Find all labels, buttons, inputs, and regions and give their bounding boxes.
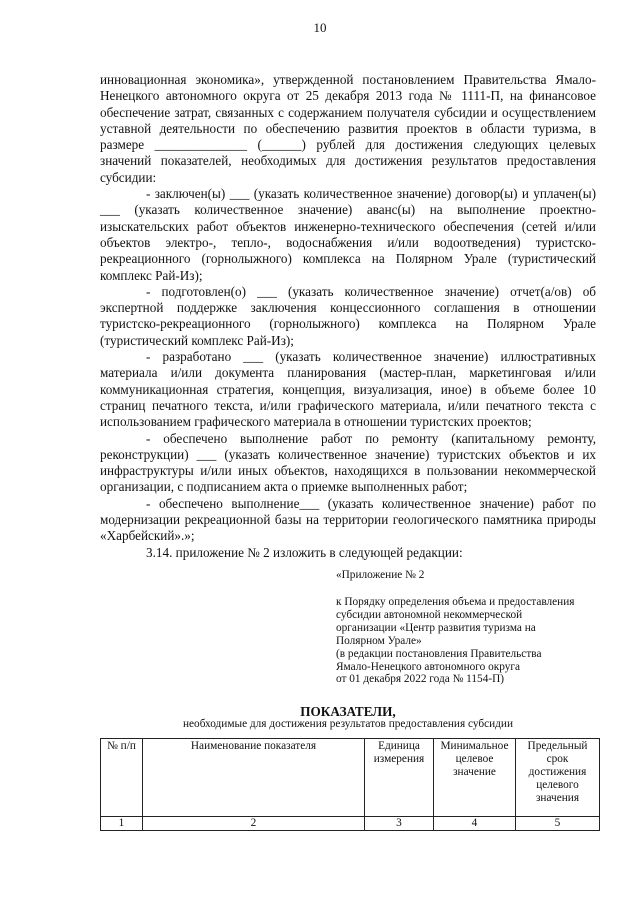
column-number: 5 <box>516 817 600 831</box>
indicators-table <box>100 738 600 831</box>
header-min-value: Минимальное целевое значение <box>434 739 516 817</box>
column-number: 1 <box>101 817 143 831</box>
paragraph-repairs: - обеспечено выполнение работ по ремонту (капитальному ремонту, реконструкции) ___ (указать количественное значение) туристских объектов и их инфраструктуры и/или иных объектов, находящихся в пользовании некоммерческой организации, с подписанием акта о приемке выполненных работ; <box>100 430 596 495</box>
table-title: ПОКАЗАТЕЛИ, <box>300 704 396 719</box>
table-subtitle: необходимые для достижения результатов предоставления субсидии <box>182 718 514 730</box>
appendix-label: «Приложение № 2 <box>336 569 425 581</box>
appendix-line: к Порядку определения объема и предоставления <box>336 596 575 608</box>
table-header-row <box>101 739 600 817</box>
document-body <box>100 72 596 561</box>
paragraph-reports: - подготовлен(о) ___ (указать количественное значение) отчет(а/ов) об экспертной поддержке заключения концессионного соглашения в отношении туристско-рекреационного (горнолыжного) комплекса на Полярном Урале (туристический комплекс Рай-Из); <box>100 283 596 348</box>
table-number-row <box>101 817 600 831</box>
header-indicator-name: Наименование показателя <box>143 739 365 817</box>
paragraph-intro: инновационная экономика», утвержденной постановлением Правительства Ямало-Ненецкого автономного округа от 25 декабря 2013 года № 1111-П, на финансовое обеспечение затрат, связанных с содержанием получателя субсидии и осуществлением уставной деятельности по обеспечению развития проектов в области туризма, в размере ______________ (______) рублей для достижения следующих целевых значений показателей, необходимых для достижения результатов предоставления субсидии: <box>100 72 596 185</box>
page-number: 10 <box>313 20 327 35</box>
header-unit: Единица измерения <box>365 739 434 817</box>
appendix-line: Ямало-Ненецкого автономного округа <box>336 660 521 673</box>
header-deadline: Предельный срок достижения целевого значения <box>516 739 600 817</box>
column-number: 3 <box>365 817 434 831</box>
appendix-line: Полярном Урале» <box>336 634 422 647</box>
column-number: 2 <box>143 817 365 831</box>
appendix-line: (в редакции постановления Правительства <box>336 647 542 660</box>
appendix-line: от 01 декабря 2022 года № 1154-П) <box>336 673 505 686</box>
appendix-line: организации «Центр развития туризма на <box>336 621 536 634</box>
column-number: 4 <box>434 817 516 831</box>
paragraph-amendment: 3.14. приложение № 2 изложить в следующей редакции: <box>146 544 463 560</box>
header-number: № п/п <box>101 739 143 817</box>
paragraph-materials: - разработано ___ (указать количественное значение) иллюстративных материала и/или документа планирования (мастер-план, маркетинговая и/или коммуникационная стратегия, концепция, визуализация, иное) в объеме более 10 страниц печатного текста, и/или графического материала, и/или печатного текста с использованием графического материала в отношении туристских проектов; <box>100 349 596 430</box>
appendix-block <box>336 596 606 686</box>
paragraph-contracts: - заключен(ы) ___ (указать количественное значение) договор(ы) и уплачен(ы) ___ (указать количественное значение) аванс(ы) на выполнение проектно-изыскательских работ объектов инженерно-технического обеспечения (сетей и/или объектов электро-, тепло-, водоснабжения и/или водоотведения) туристско-рекреационного (горнолыжного) комплекса на Полярном Урале (туристический комплекс Рай-Из); <box>100 186 596 283</box>
paragraph-modernization: - обеспечено выполнение___ (указать количественное значение) работ по модернизации рекреационной базы на территории геологического памятника природы «Харбейский».»; <box>100 495 596 544</box>
appendix-line: субсидии автономной некоммерческой <box>336 608 523 621</box>
